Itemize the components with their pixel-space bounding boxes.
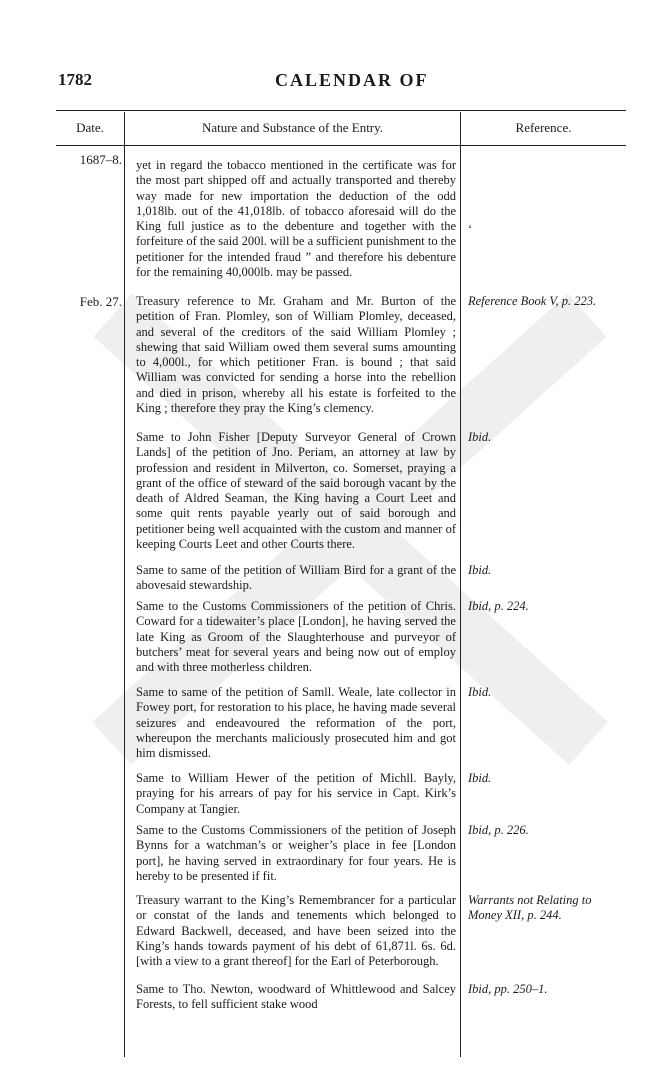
entry-date: 1687–8. [79,152,122,167]
entry-text: Same to John Fisher [Deputy Surveyor General of Crown Lands] of the petition of Jno. Periam, an attorney at law by profession and resident in Milverton, co. Somerset, praying a grant of the office of steward of the said borough vacant by the death of Aldred Seaman, the King having a Court Leet and some quit rents payable yearly out of said borough and petitioner being well acquainted with the custom and manner of keeping Courts Leet and other Courts there. [136,430,456,552]
entry-reference: Ibid. [468,563,492,577]
column-header-reference: Reference. [515,120,572,135]
entry-reference: Ibid, p. 224. [468,599,529,613]
entry-text: yet in regard the tobacco mentioned in the certificate was for the most part shipped off and actually transported and thereby way made for new importation the deduction of the odd 1,018lb. out of the 41,018lb. of tobacco aforesaid will do the King full justice as to the debenture and together with the forfeiture of the said 200l. will be a sufficient punishment to the petitioner for the intended fraud ” and therefore his debenture for the remaining 40,000lb. may be passed. [136,158,456,280]
entry-reference: Ibid. [468,771,492,785]
header-rule [56,145,626,146]
entry-text: Same to the Customs Commissioners of the petition of Joseph Bynns for a watchman’s or weigher’s place in fee [London port], he having served in extraordinary for four years. He is hereby to be presented if fit. [136,823,456,883]
entry-reference: Ibid. [468,430,492,444]
entry-text: Same to William Hewer of the petition of Michll. Bayly, praying for his arrears of pay for his service in Capt. Kirk’s Company at Tangier. [136,771,456,816]
entry-reference: Ibid, p. 226. [468,823,529,837]
top-rule [56,110,626,111]
page-header [0,0,672,100]
entry-reference: Ibid, pp. 250–1. [468,982,548,996]
entry-reference: Ibid. [468,685,492,699]
entry-text: Treasury warrant to the King’s Remembrancer for a particular or constat of the lands and tenements which belonged to Edward Backwell, deceased, and have been seized into the King’s hands towards payment of his debt of 61,871l. 6s. 6d. [with a view to a grant thereof] for the Earl of Peterborough. [136,893,456,969]
entry-text: Same to same of the petition of William Bird for a grant of the abovesaid stewardship. [136,563,456,593]
column-divider-left [124,112,125,1057]
entry-mark: ‘ [468,222,473,236]
entry-reference: Warrants not Relating to Money XII, p. 244. [468,893,592,922]
entry-date: Feb. 27. [79,294,122,309]
column-header-date: Date. [76,120,104,135]
running-title: CALENDAR OF [275,70,429,90]
entry-text: Same to same of the petition of Samll. Weale, late collector in Fowey port, for restoration to his place, he having made several seizures and endeavoured the reformation of the port, whereupon the merchants maliciously prosecuted him and got him dismissed. [136,685,456,761]
column-divider-right [460,112,461,1057]
entry-text: Treasury reference to Mr. Graham and Mr. Burton of the petition of Fran. Plomley, son of William Plomley, deceased, and several of the creditors of the said William Plomley ; shewing that said William owed them several sums amounting to 4,000l., for which petitioner Fran. is bound ; that said William was convicted for sending a horse into the rebellion and died in prison, whereby all his estate is forfeited to the King ; therefore they pray the King’s clemency. [136,294,456,416]
page-number: 1782 [58,70,92,89]
entry-text: Same to the Customs Commissioners of the petition of Chris. Coward for a tidewaiter’s place [London], he having served the late King as Groom of the Slaughterhouse and purveyor of butchers’ meat for several years and being now out of employ and with three motherless children. [136,599,456,675]
column-header-nature: Nature and Substance of the Entry. [201,120,384,135]
entry-reference: Reference Book V, p. 223. [468,294,597,308]
entry-text: Same to Tho. Newton, woodward of Whittlewood and Salcey Forests, to fell sufficient stake wood [136,982,456,1012]
